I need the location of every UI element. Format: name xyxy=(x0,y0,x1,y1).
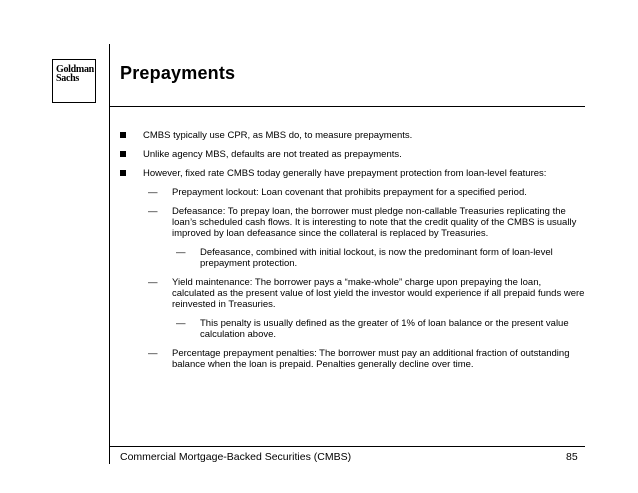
sub-sub-item-text: This penalty is usually defined as the greater of 1% of loan balance or the present value calculation above. xyxy=(200,318,569,340)
logo-line-1: Goldman xyxy=(56,64,94,75)
sub-item-lockout xyxy=(116,187,586,198)
sub-item-text: Percentage prepayment penalties: The borrower must pay an additional fraction of outstanding balance when the loan is prepaid. Penalties generally decline over time. xyxy=(172,348,570,370)
dash-marker: — xyxy=(148,187,158,198)
footer-title: Commercial Mortgage-Backed Securities (CMBS) xyxy=(120,451,352,463)
sub-item-defeasance xyxy=(116,206,586,239)
square-bullet-icon xyxy=(120,151,126,157)
bullet-item xyxy=(116,168,586,179)
sub-item-text: Prepayment lockout: Loan covenant that prohibits prepayment for a specified period. xyxy=(172,187,527,198)
slide-content xyxy=(116,130,586,378)
page-number: 85 xyxy=(566,451,578,463)
bullet-item xyxy=(116,130,586,141)
dash-marker: — xyxy=(148,206,158,217)
bullet-item xyxy=(116,149,586,160)
logo-line-2: Sachs xyxy=(56,73,79,84)
square-bullet-icon xyxy=(120,170,126,176)
bullet-text: However, fixed rate CMBS today generally have prepayment protection from loan-level features: xyxy=(143,168,547,179)
footer-divider xyxy=(109,446,585,447)
title-divider xyxy=(109,106,585,107)
sub-sub-item-text: Defeasance, combined with initial lockout, is now the predominant form of loan-level prepayment protection. xyxy=(200,247,553,269)
sub-item-text: Yield maintenance: The borrower pays a “make-whole” charge upon prepaying the loan, calculated as the present value of lost yield the investor would experience if all prepaid funds were reinvested in Treasuries. xyxy=(172,277,585,310)
dash-marker: — xyxy=(148,348,158,359)
goldman-sachs-logo xyxy=(52,59,96,103)
sub-item-percentage-penalties xyxy=(116,348,586,370)
dash-marker: — xyxy=(176,318,186,329)
bullet-text: Unlike agency MBS, defaults are not treated as prepayments. xyxy=(143,149,402,160)
dash-marker: — xyxy=(176,247,186,258)
sub-item-text: Defeasance: To prepay loan, the borrower must pledge non-callable Treasuries replicating the loan’s scheduled cash flows. It is interesting to note that the credit quality of the CMBS is usually improved by loan defeasance since the collateral is replaced by Treasuries. xyxy=(172,206,577,239)
sub-item-yield-maintenance xyxy=(116,277,586,310)
sub-sub-item-yield-note xyxy=(116,318,586,340)
dash-marker: — xyxy=(148,277,158,288)
sub-sub-item-defeasance-note xyxy=(116,247,586,269)
bullet-text: CMBS typically use CPR, as MBS do, to measure prepayments. xyxy=(143,130,413,141)
vertical-divider xyxy=(109,44,110,464)
page-title: Prepayments xyxy=(120,63,236,83)
square-bullet-icon xyxy=(120,132,126,138)
